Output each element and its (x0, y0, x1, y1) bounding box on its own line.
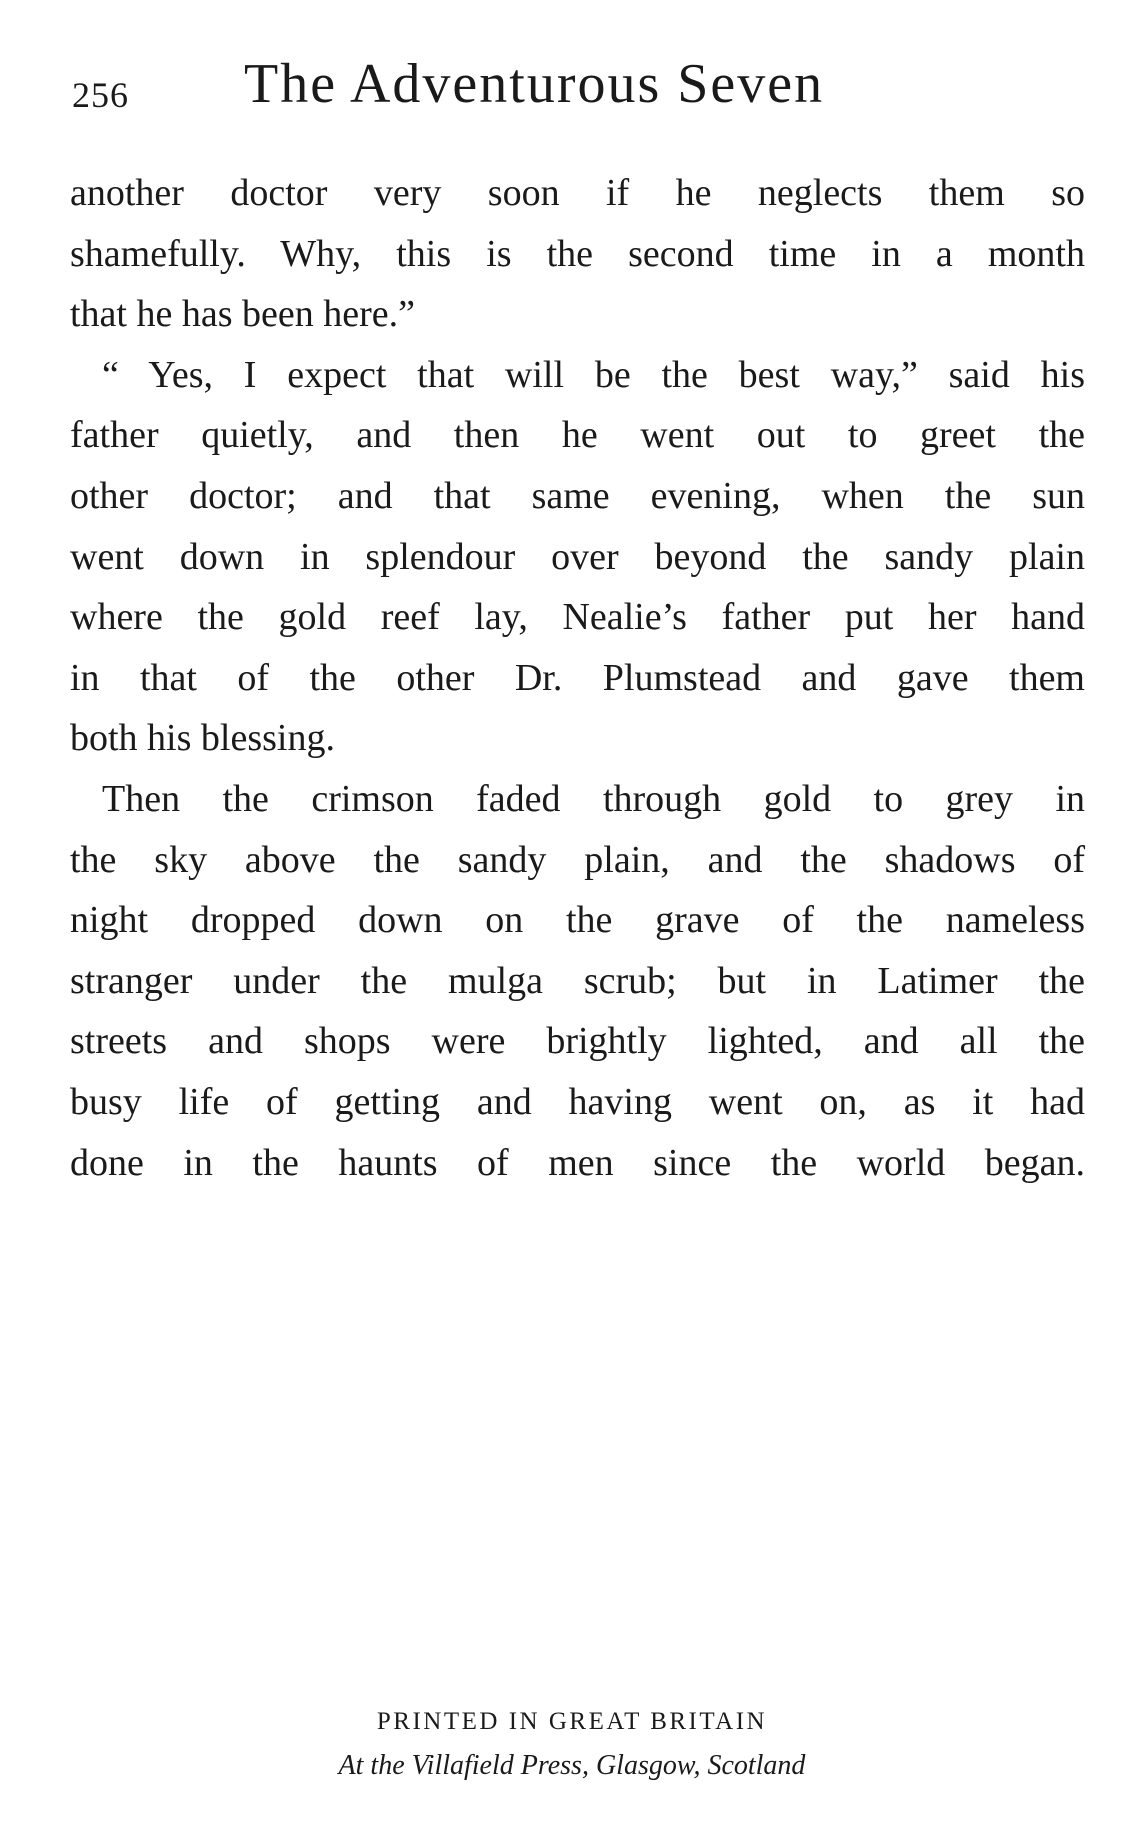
text-line: father quietly, and then he went out to greet the (70, 414, 1085, 457)
text-line: “ Yes, I expect that will be the best way,” said his (102, 353, 1085, 396)
paragraph-3 (70, 769, 1085, 1193)
text-line: other doctor; and that same evening, when the sun (70, 474, 1085, 517)
page-number: 256 (72, 75, 129, 115)
text-line: both his blessing. (70, 717, 335, 760)
text-line: Then the crimson faded through gold to grey in (102, 777, 1085, 820)
text-line: stranger under the mulga scrub; but in Latimer the (70, 959, 1085, 1002)
text-line: done in the haunts of men since the world began. (70, 1141, 1085, 1184)
text-line: night dropped down on the grave of the nameless (70, 899, 1085, 942)
text-line: streets and shops were brightly lighted, and all the (70, 1020, 1085, 1063)
text-line: in that of the other Dr. Plumstead and gave them (70, 656, 1085, 699)
text-line: busy life of getting and having went on, as it had (70, 1080, 1085, 1123)
paragraph-1 (70, 163, 1085, 345)
text-line: shamefully. Why, this is the second time in a month (70, 232, 1085, 275)
text-line: went down in splendour over beyond the sandy plain (70, 535, 1085, 578)
text-line: another doctor very soon if he neglects them so (70, 172, 1085, 214)
text-line: the sky above the sandy plain, and the shadows of (70, 838, 1085, 881)
running-title: The Adventurous Seven (244, 53, 825, 115)
text-line: that he has been here.” (70, 293, 415, 336)
paragraph-2 (70, 345, 1085, 769)
body-text (70, 163, 1085, 1193)
page-header (72, 52, 1072, 132)
text-line: where the gold reef lay, Nealie’s father put her hand (70, 596, 1085, 639)
imprint-press: At the Villafield Press, Glasgow, Scotland (338, 1750, 806, 1781)
imprint-printed-in: PRINTED IN GREAT BRITAIN (376, 1708, 768, 1735)
